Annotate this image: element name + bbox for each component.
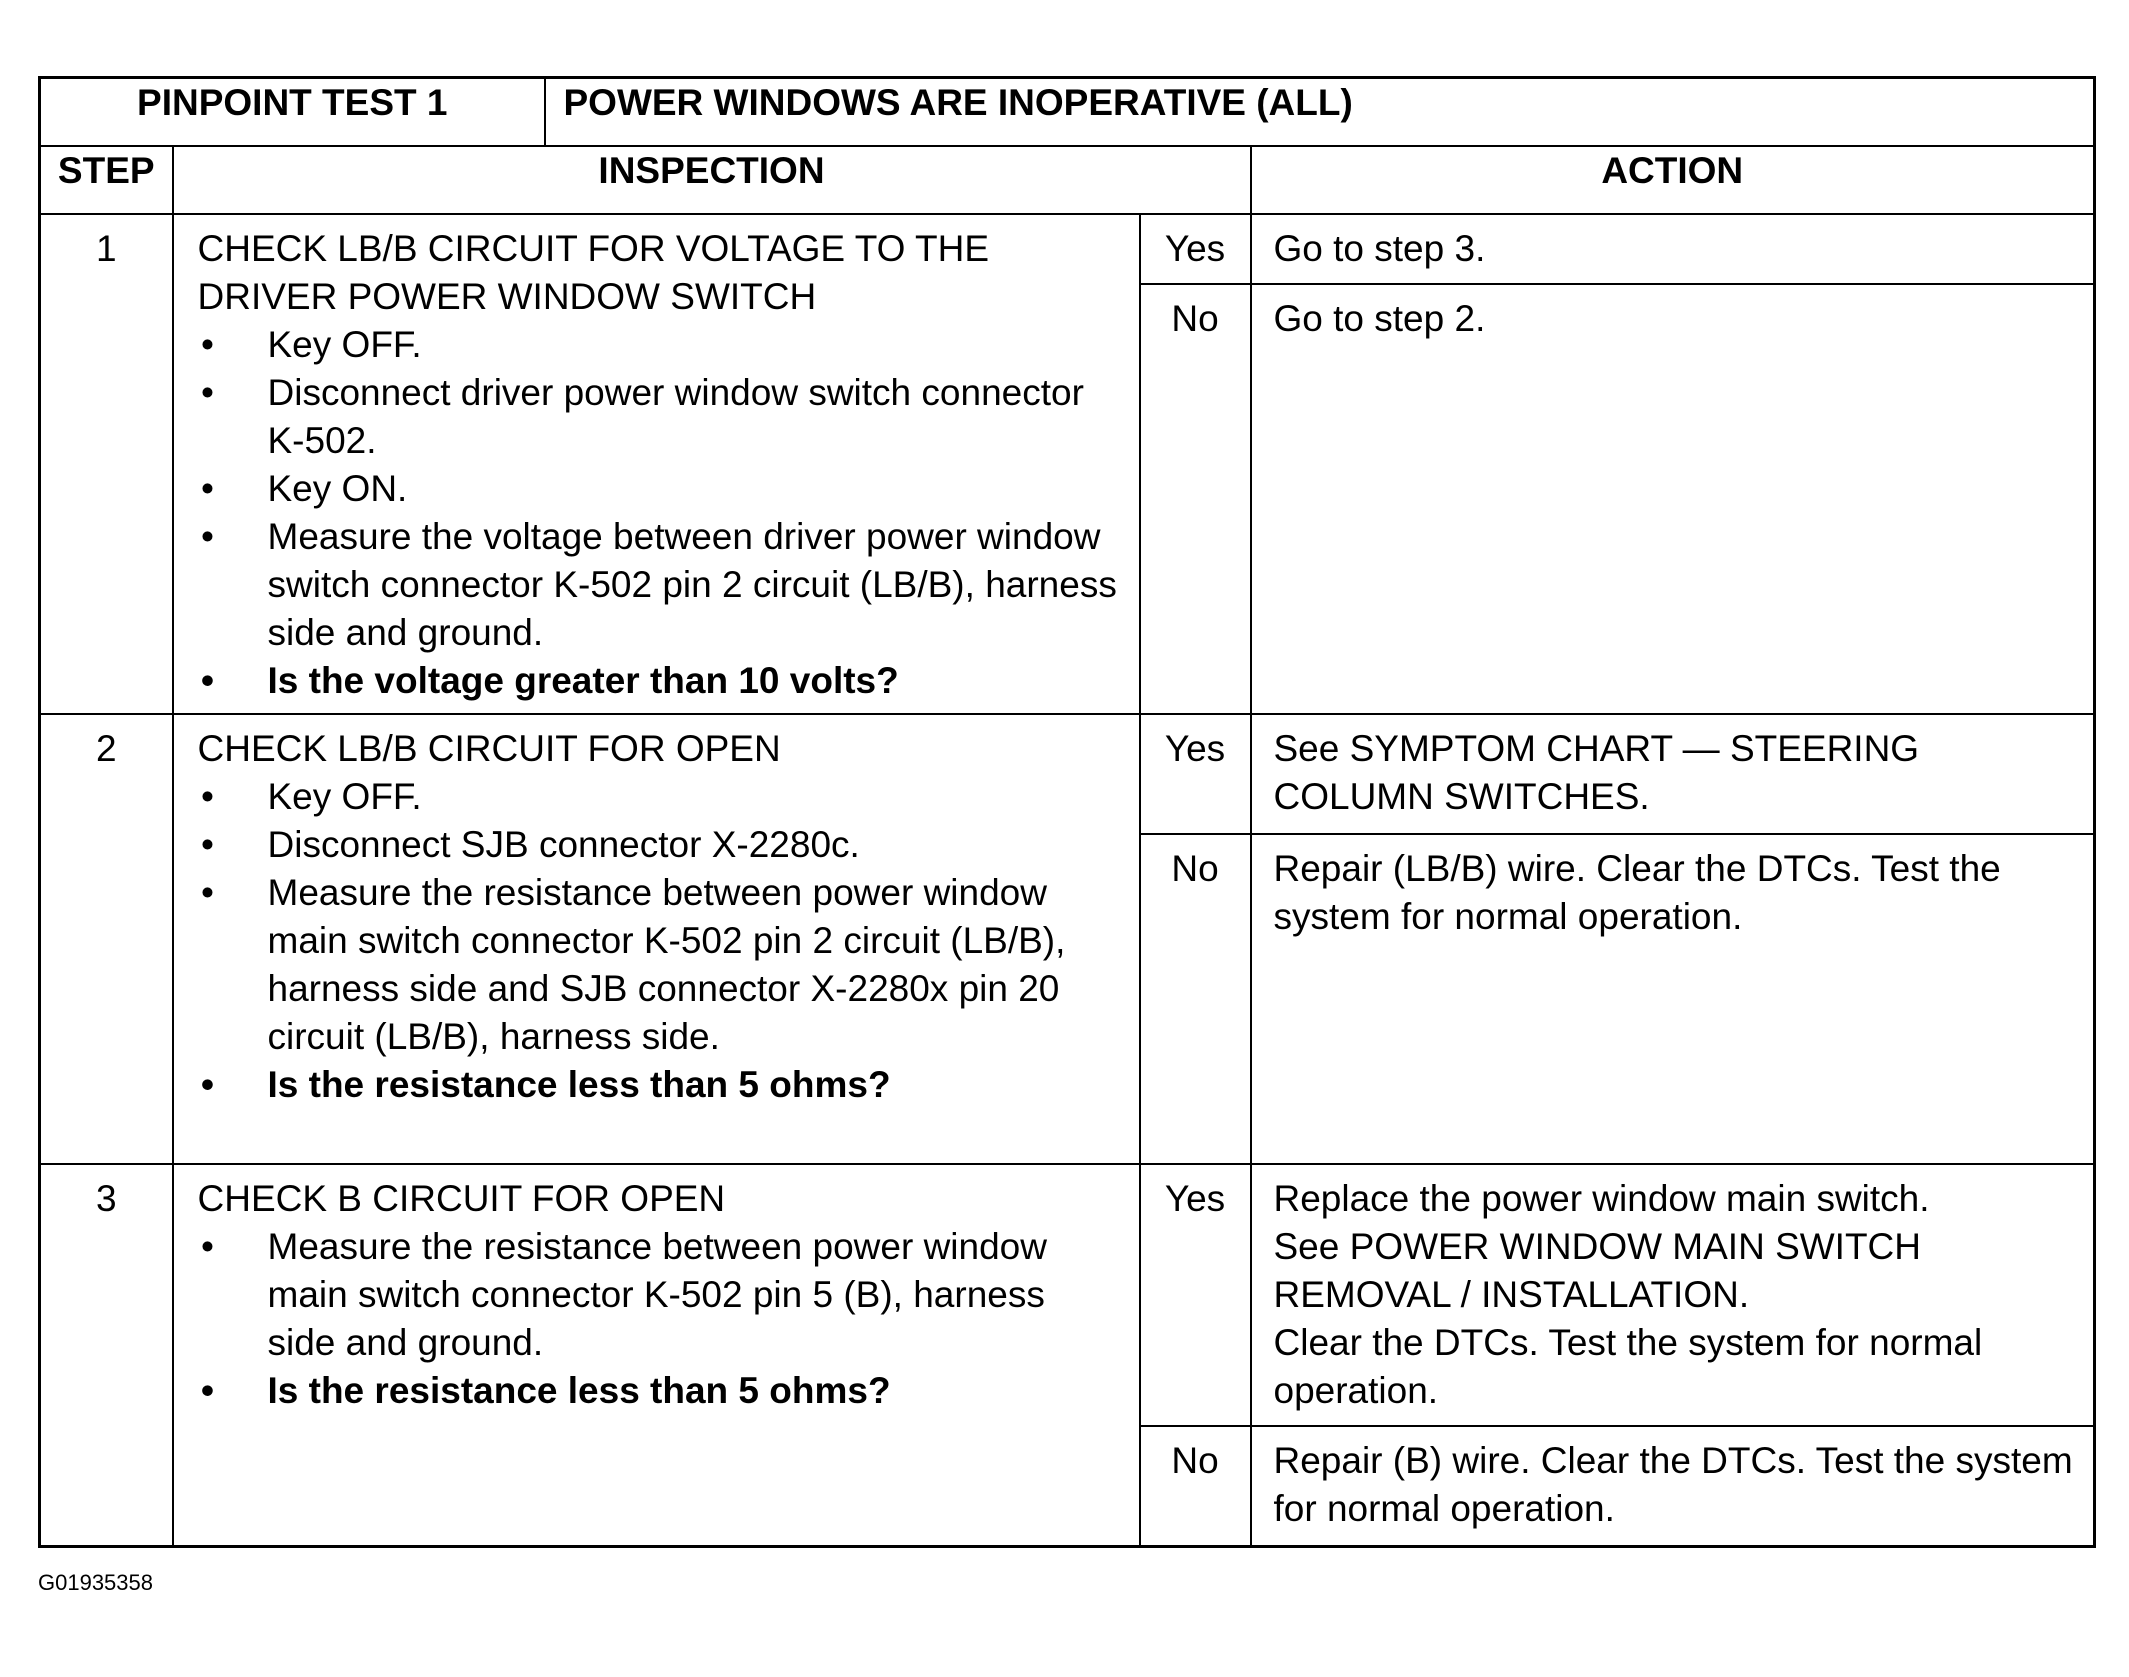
step-question-text: Is the resistance less than 5 ohms? [267,1370,891,1411]
step-number: 1 [40,214,173,714]
step-bullet-list [198,321,1121,705]
bullet-icon: • [201,1370,214,1411]
action-line: Replace the power window main switch. [1273,1178,1930,1219]
bullet-icon: • [201,776,214,817]
step-question [198,1367,1121,1415]
step-row-yes [40,214,2095,284]
bullet-icon: • [201,824,214,865]
action-line: Go to step 3. [1273,228,1486,269]
step-bullet-list [198,1223,1121,1415]
step-bullet-text: Key ON. [267,468,408,509]
column-header-inspection: INSPECTION [173,146,1251,214]
step-question-text: Is the voltage greater than 10 volts? [267,660,899,701]
step-bullet-text: Measure the voltage between driver power window switch connector K-502 pin 2 circuit (LB/B), harness side and ground. [267,516,1117,653]
step-question [198,1061,1121,1109]
step-question [198,657,1121,705]
step-bullet-list [198,773,1121,1109]
yes-action [1251,714,2095,834]
test-title: POWER WINDOWS ARE INOPERATIVE (ALL) [545,78,2095,147]
action-line: Repair (LB/B) wire. Clear the DTCs. Test the system for normal operation. [1273,848,2001,937]
bullet-icon: • [201,1226,214,1267]
step-inspection [173,214,1140,714]
yes-action [1251,1164,2095,1426]
action-line: Clear the DTCs. Test the system for normal operation. [1273,1322,1983,1411]
yes-label: Yes [1140,714,1251,834]
step-title: CHECK B CIRCUIT FOR OPEN [197,1178,726,1219]
bullet-icon: • [201,372,214,413]
step-question-text: Is the resistance less than 5 ohms? [267,1064,891,1105]
action-line: Go to step 2. [1273,298,1486,339]
step-bullet [198,321,1121,369]
bullet-icon: • [201,660,214,701]
steps-body [40,214,2095,1546]
column-header-step: STEP [40,146,173,214]
yes-label: Yes [1140,1164,1251,1426]
step-bullet-text: Disconnect driver power window switch connector K-502. [267,372,1084,461]
step-bullet [198,1223,1121,1367]
no-label: No [1140,1426,1251,1546]
step-number: 3 [40,1164,173,1546]
pinpoint-test-table [38,76,2096,1548]
bullet-icon: • [201,1064,214,1105]
no-action [1251,834,2095,1164]
step-bullet-text: Key OFF. [267,776,422,817]
bullet-icon: • [201,516,214,557]
column-header-row [40,146,2095,214]
bullet-icon: • [201,872,214,913]
no-label: No [1140,834,1251,1164]
no-action [1251,284,2095,714]
title-row [40,78,2095,147]
no-label: No [1140,284,1251,714]
step-bullet [198,369,1121,465]
step-bullet-text: Disconnect SJB connector X-2280c. [267,824,860,865]
step-inspection [173,714,1140,1164]
step-title: CHECK LB/B CIRCUIT FOR VOLTAGE TO THE DRIVER POWER WINDOW SWITCH [197,228,990,317]
pinpoint-test-document [38,76,2093,1596]
step-row-yes [40,1164,2095,1426]
step-bullet-text: Measure the resistance between power window main switch connector K-502 pin 2 circuit (LB/B), harness side and SJB connector X-2280x pin 20 circuit (LB/B), harness side. [267,872,1066,1057]
action-line: See SYMPTOM CHART — STEERING COLUMN SWITCHES. [1273,728,1920,817]
step-bullet-text: Measure the resistance between power window main switch connector K-502 pin 5 (B), harness side and ground. [267,1226,1047,1363]
yes-action [1251,214,2095,284]
bullet-icon: • [201,468,214,509]
step-bullet [198,869,1121,1061]
step-bullet [198,821,1121,869]
bullet-icon: • [201,324,214,365]
figure-id: G01935358 [38,1569,153,1595]
step-row-yes [40,714,2095,834]
action-line: See POWER WINDOW MAIN SWITCH REMOVAL / INSTALLATION. [1273,1226,1921,1315]
step-bullet [198,773,1121,821]
step-bullet [198,465,1121,513]
step-inspection [173,1164,1140,1546]
yes-label: Yes [1140,214,1251,284]
step-bullet [198,513,1121,657]
step-bullet-text: Key OFF. [267,324,422,365]
step-title: CHECK LB/B CIRCUIT FOR OPEN [197,728,781,769]
action-line: Repair (B) wire. Clear the DTCs. Test the system for normal operation. [1273,1440,2073,1529]
test-label: PINPOINT TEST 1 [40,78,545,147]
column-header-action: ACTION [1251,146,2095,214]
step-number: 2 [40,714,173,1164]
no-action [1251,1426,2095,1546]
